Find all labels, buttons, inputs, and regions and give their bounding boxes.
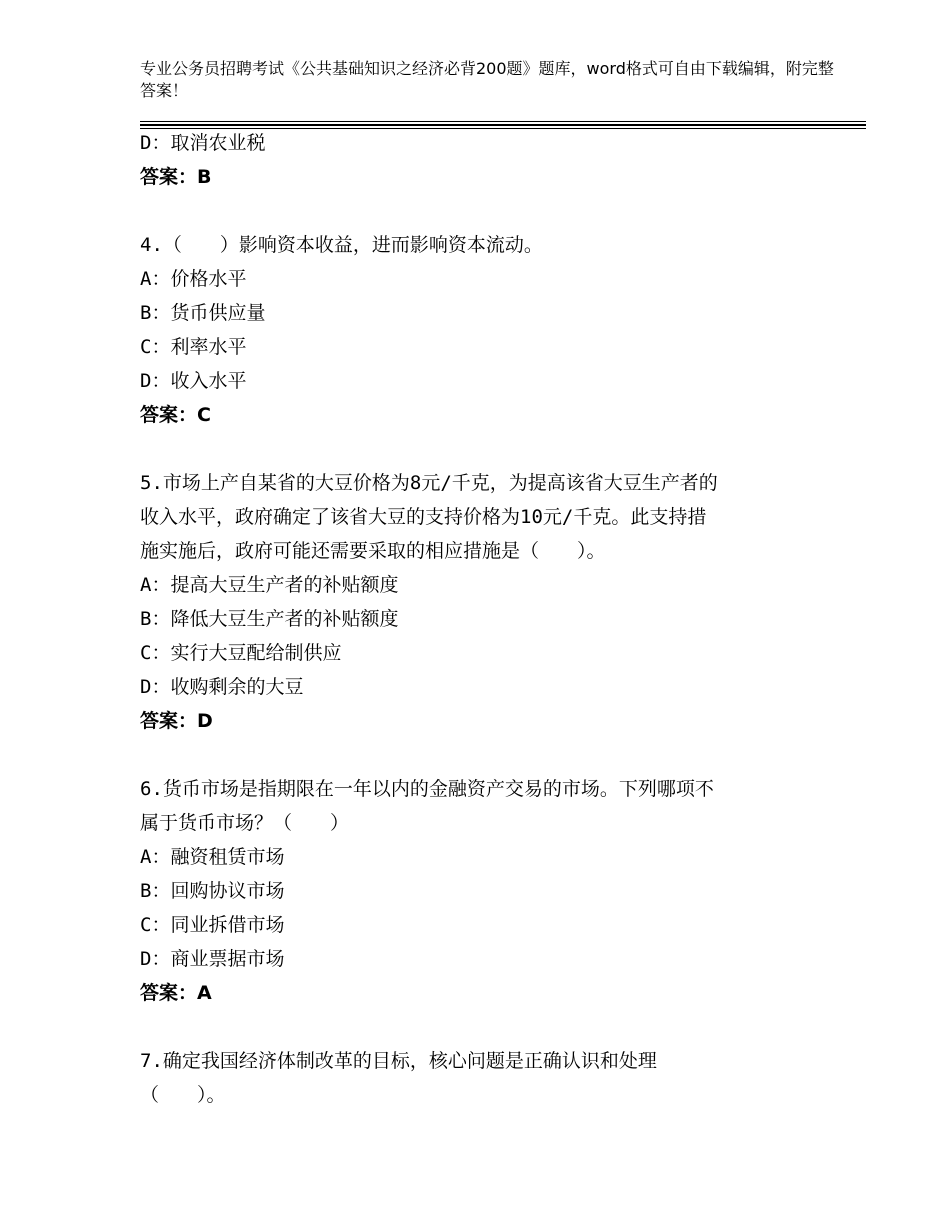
question-5-option-d: D：收购剩余的大豆	[140, 676, 304, 698]
answer: 答案：B	[140, 166, 212, 188]
question-6-option-a: A：融资租赁市场	[140, 846, 285, 868]
question-6-option-c: C：同业拆借市场	[140, 914, 285, 936]
question-5-option-b: B：降低大豆生产者的补贴额度	[140, 608, 399, 630]
question-list	[140, 126, 810, 1112]
page-header: 专业公务员招聘考试《公共基础知识之经济必背200题》题库，word格式可自由下载编辑，附完整答案！	[140, 59, 834, 100]
question-5-option-a: A：提高大豆生产者的补贴额度	[140, 574, 399, 596]
question-5-stem-line-3: 施实施后，政府可能还需要采取的相应措施是（ ）。	[140, 540, 606, 562]
option-d: D：取消农业税	[140, 132, 266, 154]
question-4-option-d: D：收入水平	[140, 370, 247, 392]
question-5-answer: 答案：D	[140, 710, 213, 732]
question-6-answer: 答案：A	[140, 982, 212, 1004]
question-4-option-b: B：货币供应量	[140, 302, 266, 324]
header-rule-top	[140, 121, 866, 122]
question-4-stem: 4.（ ）影响资本收益，进而影响资本流动。	[140, 234, 543, 256]
spacer	[140, 738, 810, 772]
question-7-stem-line-2: （ ）。	[140, 1084, 226, 1106]
question-5-option-c: C：实行大豆配给制供应	[140, 642, 342, 664]
question-6-stem-line-1: 6.货币市场是指期限在一年以内的金融资产交易的市场。下列哪项不	[140, 778, 714, 800]
question-5-stem-line-1: 5.市场上产自某省的大豆价格为8元/千克，为提高该省大豆生产者的	[140, 472, 718, 494]
question-4-answer: 答案：C	[140, 404, 211, 426]
question-6-stem-line-2: 属于货币市场？（ ）	[140, 812, 350, 834]
spacer	[140, 194, 810, 228]
spacer	[140, 1010, 810, 1044]
spacer	[140, 432, 810, 466]
question-6-option-d: D：商业票据市场	[140, 948, 285, 970]
question-7-stem-line-1: 7.确定我国经济体制改革的目标，核心问题是正确认识和处理	[140, 1050, 657, 1072]
question-4-option-a: A：价格水平	[140, 268, 247, 290]
question-6-option-b: B：回购协议市场	[140, 880, 285, 902]
question-5-stem-line-2: 收入水平，政府确定了该省大豆的支持价格为10元/千克。此支持措	[140, 506, 707, 528]
question-4-option-c: C：利率水平	[140, 336, 247, 358]
